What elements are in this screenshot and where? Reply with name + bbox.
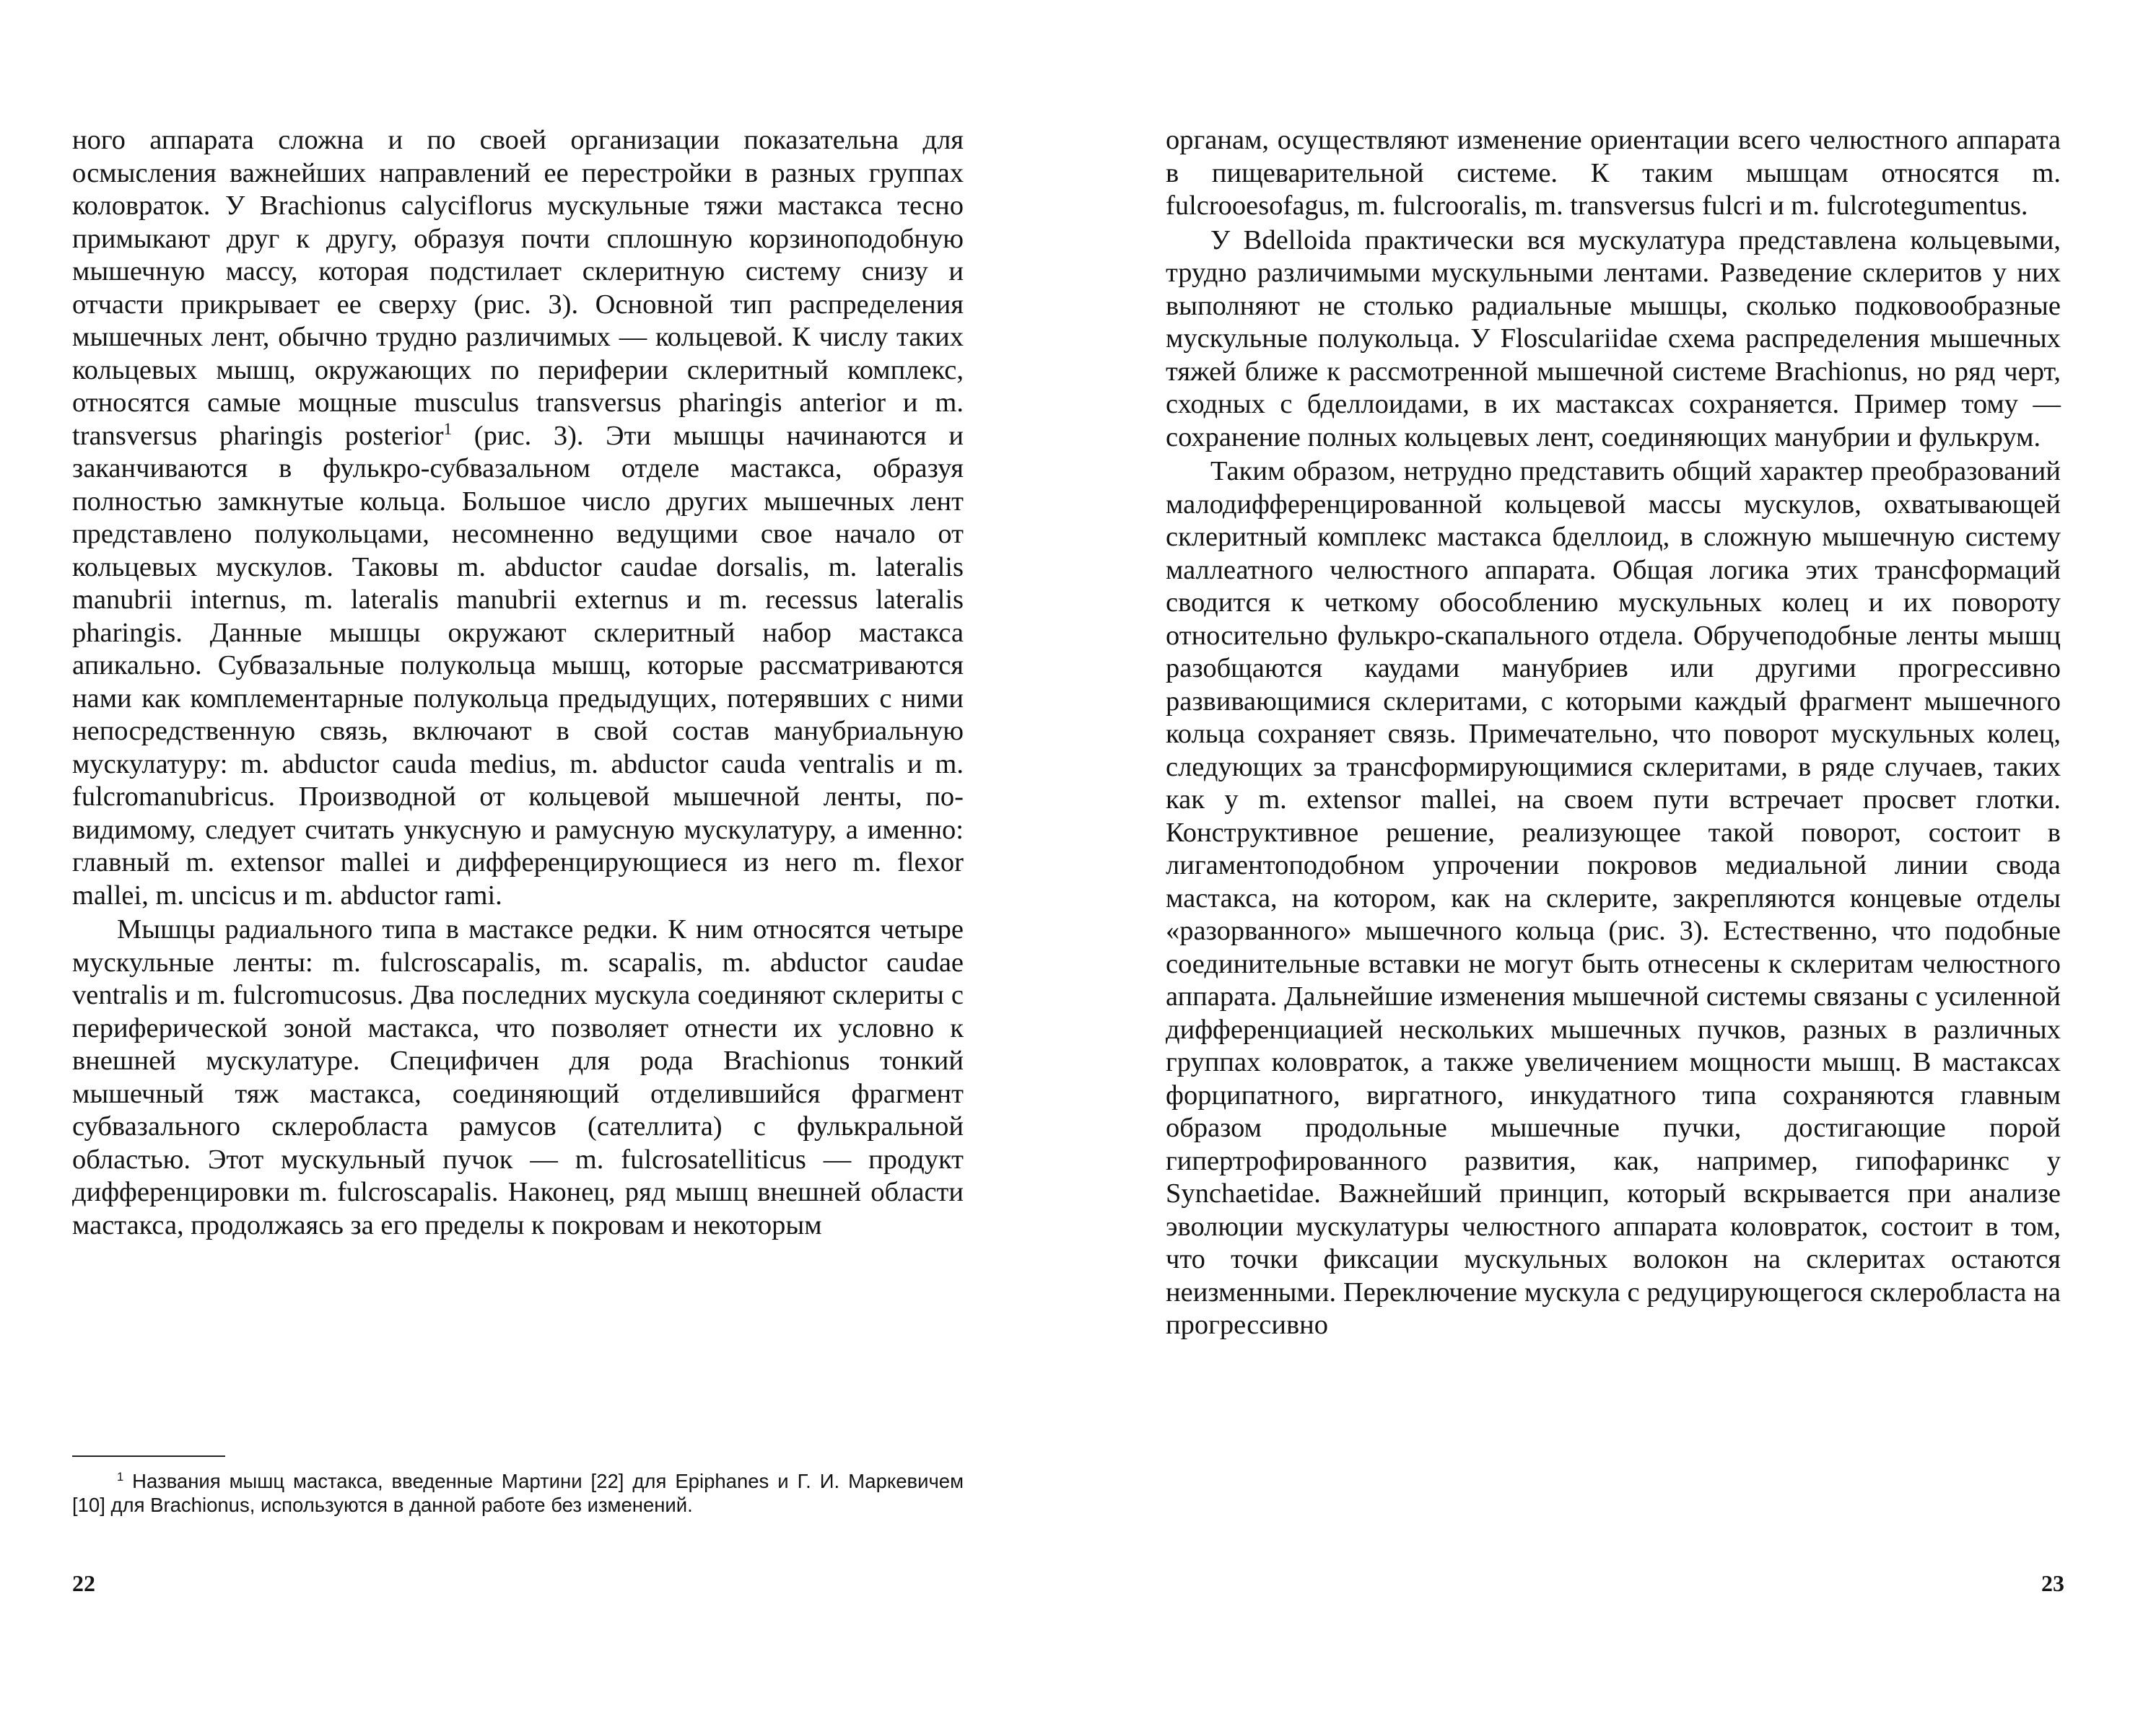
right-page xyxy=(1078,0,2156,1734)
right-paragraph-1: органам, осуществляют изменение ориентации всего челюстного аппарата в пищеварительной системе. К таким мышцам относятся m. fulcrooesofagus, m. fulcrooralis, m. transversus fulcri и m. fulcrotegumentus. xyxy=(1166,125,2061,221)
left-paragraph-2: Мышцы радиального типа в мастаксе редки. К ним относятся четыре мускульные ленты: m. fulcroscapalis, m. scapalis, m. abductor caudae ventralis и m. fulcromucosus. Два последних мускула соединяют склериты с периферической зоной мастакса, что позволяет отнести их условно к внешней мускулатуре. Специфичен для рода Brachionus тонкий мышечный тяж мастакса, соединяющий отделившийся фрагмент субвазального склеробласта рамусов (сателлита) с фулькральной областью. Этот мускульный пучок — m. fulcrosatelliticus — продукт дифференцировки m. fulcroscapalis. Наконец, ряд мышц внешней области мастакса, продолжаясь за его пределы к покровам и некоторым xyxy=(72,914,964,1240)
right-page-number: 23 xyxy=(2041,1570,2064,1596)
left-text-column xyxy=(72,124,964,1242)
footnote-reference: 1 xyxy=(443,419,453,438)
left-paragraph-1-text: ного аппарата сложна и по своей организации показательна для осмысления важнейших направлений ее перестройки в разных группах коловраток. У Brachionus calyciflorus мускульные тяжи мастакса тесно примыкают друг к другу, образуя почти сплошную корзиноподобную мышечную массу, которая подстилает склеритную систему снизу и отчасти прикрывает ее сверху (рис. 3). Основной тип распределения мышечных лент, обычно трудно различимых — кольцевой. К числу таких кольцевых мышц, окружающих по периферии склеритный комплекс, относятся самые мощные musculus transversus pharingis anterior и m. transversus pharingis posterior xyxy=(72,125,964,451)
left-paragraph-1 xyxy=(72,124,964,912)
footnote-marker: 1 xyxy=(117,1470,124,1484)
footnote-divider xyxy=(72,1455,225,1457)
footnote-text: Названия мышц мастакса, введенные Мартини [22] для Epiphanes и Г. И. Маркевичем [10] для Brachionus, используются в данной работе без изменений. xyxy=(72,1470,964,1516)
left-page-number: 22 xyxy=(72,1570,95,1596)
left-paragraph-1-continuation: (рис. 3). Эти мышцы начинаются и заканчиваются в фулькро-субвазальном отделе мастакса, образуя полностью замкнутые кольца. Большое число других мышечных лент представлено полукольцами, несомненно ведущими свое начало от кольцевых мускулов. Таковы m. abductor caudae dorsalis, m. lateralis manubrii internus, m. lateralis manubrii externus и m. recessus lateralis pharingis. Данные мышцы окружают склеритный набор мастакса апикально. Субвазальные полукольца мышц, которые рассматриваются нами как комплементарные полукольца предыдущих, потерявших с ними непосредственную связь, включают в свой состав манубриальную мускулатуру: m. abductor cauda medius, m. abductor cauda ventralis и m. fulcromanubricus. Производной от кольцевой мышечной ленты, по-видимому, следует считать ункусную и рамусную мускулатуру, а именно: главный m. extensor mallei и дифференцирующиеся из него m. flexor mallei, m. uncicus и m. abductor rami. xyxy=(72,420,964,911)
right-paragraph-3: Таким образом, нетрудно представить общий характер преобразований малодифференцированной кольцевой массы мускулов, охватывающей склеритный комплекс мастакса бделлоид, в сложную мышечную систему маллеатного челюстного аппарата. Общая логика этих трансформаций сводится к четкому обособлению мускульных колец и их повороту относительно фулькро-скапального отдела. Обручеподобные ленты мышц разобщаются каудами манубриев или другими прогрессивно развивающимися склеритами, с которыми каждый фрагмент мышечного кольца сохраняет связь. Примечательно, что поворот мускульных колец, следующих за трансформирующимися склеритами, в ряде случаев, таких как у m. extensor mallei, на своем пути встречает просвет глотки. Конструктивное решение, реализующее такой поворот, состоит в лигаментоподобном упрочении покровов медиальной линии свода мастакса, на котором, как на склерите, закрепляются концевые отделы «разорванного» мышечного кольца (рис. 3). Естественно, что подобные соединительные вставки не могут быть отнесены к склеритам челюстного аппарата. Дальнейшие изменения мышечной системы связаны с усиленной дифференциацией нескольких мышечных пучков, разных в различных группах коловраток, а также увеличением мощности мышц. В мастаксах форципатного, виргатного, инкудатного типа сохраняются главным образом продольные мышечные пучки, достигающие порой гипертрофированного развития, как, например, гипофаринкс у Synchaetidae. Важнейший принцип, который вскрывается при анализе эволюции мускулатуры челюстного аппарата коловраток, состоит в том, что точки фиксации мускульных волокон на склеритах остаются неизменными. Переключение мускула с редуцирующегося склеробласта на прогрессивно xyxy=(1166,456,2061,1340)
footnote xyxy=(72,1469,964,1517)
right-paragraph-2: У Bdelloida практически вся мускулатура представлена кольцевыми, трудно различимыми мускульными лентами. Разведение склеритов у них выполняют не столько радиальные мышцы, сколько подковообразные мускульные полукольца. У Flosculariidae схема распределения мышечных тяжей ближе к рассмотренной мышечной системе Brachionus, но ряд черт, сходных с бделлоидами, в их мастаксах сохраняется. Пример тому — сохранение полных кольцевых лент, соединяющих манубрии и фулькрум. xyxy=(1166,224,2061,452)
right-text-column xyxy=(1166,124,2061,1342)
